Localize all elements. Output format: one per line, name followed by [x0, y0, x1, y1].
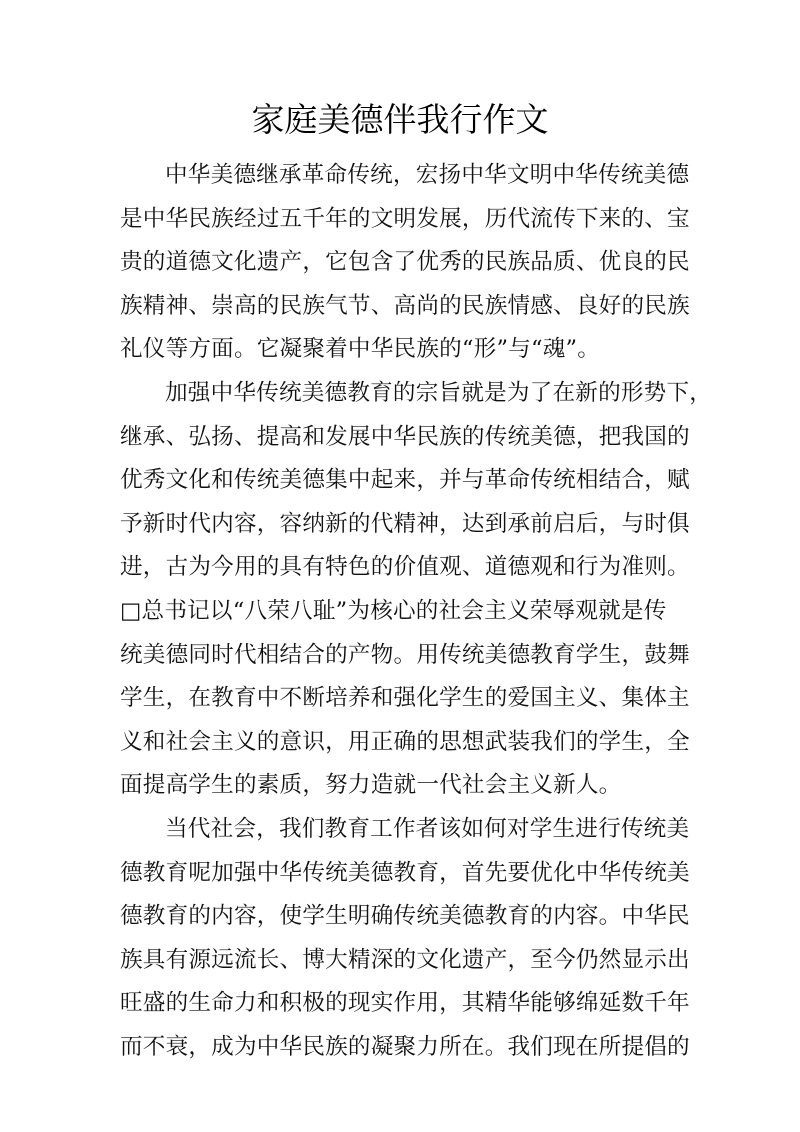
text-line: 学生，在教育中不断培养和强化学生的爱国主义、集体主	[120, 685, 690, 712]
paragraph-1	[120, 154, 690, 372]
text-line: □总书记以“八荣八耻”为核心的社会主义荣辱观就是传	[120, 597, 667, 624]
text-line: 予新时代内容，容纳新的代精神，达到承前启后，与时俱	[120, 510, 690, 537]
text-line: 面提高学生的素质，努力造就一代社会主义新人。	[120, 772, 622, 799]
paragraph-3	[120, 808, 690, 1070]
text-line: 中华美德继承革命传统，宏扬中华文明中华传统美德	[165, 162, 690, 188]
text-line: 加强中华传统美德教育的宗旨就是为了在新的形势下，	[165, 379, 713, 406]
text-line: 当代社会，我们教育工作者该如何对学生进行传统美	[165, 815, 690, 842]
text-line: 德教育呢加强中华传统美德教育，首先要优化中华传统美	[120, 859, 690, 886]
text-line: 继承、弘扬、提高和发展中华民族的传统美德，把我国的	[120, 423, 690, 450]
text-line: 德教育的内容，使学生明确传统美德教育的内容。中华民	[120, 903, 690, 930]
text-line: 族精神、崇高的民族气节、高尚的民族情感、良好的民族	[120, 292, 690, 319]
text-line: 旺盛的生命力和积极的现实作用，其精华能够绵延数千年	[120, 990, 690, 1017]
text-line: 优秀文化和传统美德集中起来，并与革命传统相结合，赋	[120, 467, 690, 494]
text-line: 义和社会主义的意识，用正确的思想武装我们的学生，全	[120, 728, 690, 755]
text-line: 族具有源远流长、博大精深的文化遗产，至今仍然显示出	[120, 946, 690, 973]
text-line: 是中华民族经过五千年的文明发展，历代流传下来的、宝	[120, 205, 690, 232]
text-line: 统美德同时代相结合的产物。用传统美德教育学生，鼓舞	[120, 641, 690, 668]
text-line: 礼仪等方面。它凝聚着中华民族的“形”与“魂”。	[120, 336, 601, 363]
text-line: 贵的道德文化遗产，它包含了优秀的民族品质、优良的民	[120, 249, 690, 276]
document-title: 家庭美德伴我行作文	[251, 100, 549, 139]
paragraph-2	[120, 372, 713, 808]
document-body	[120, 154, 713, 1069]
text-line: 而不衰，成为中华民族的凝聚力所在。我们现在所提倡的	[120, 1033, 690, 1060]
text-line: 进，古为今用的具有特色的价值观、道德观和行为准则。	[120, 554, 690, 581]
